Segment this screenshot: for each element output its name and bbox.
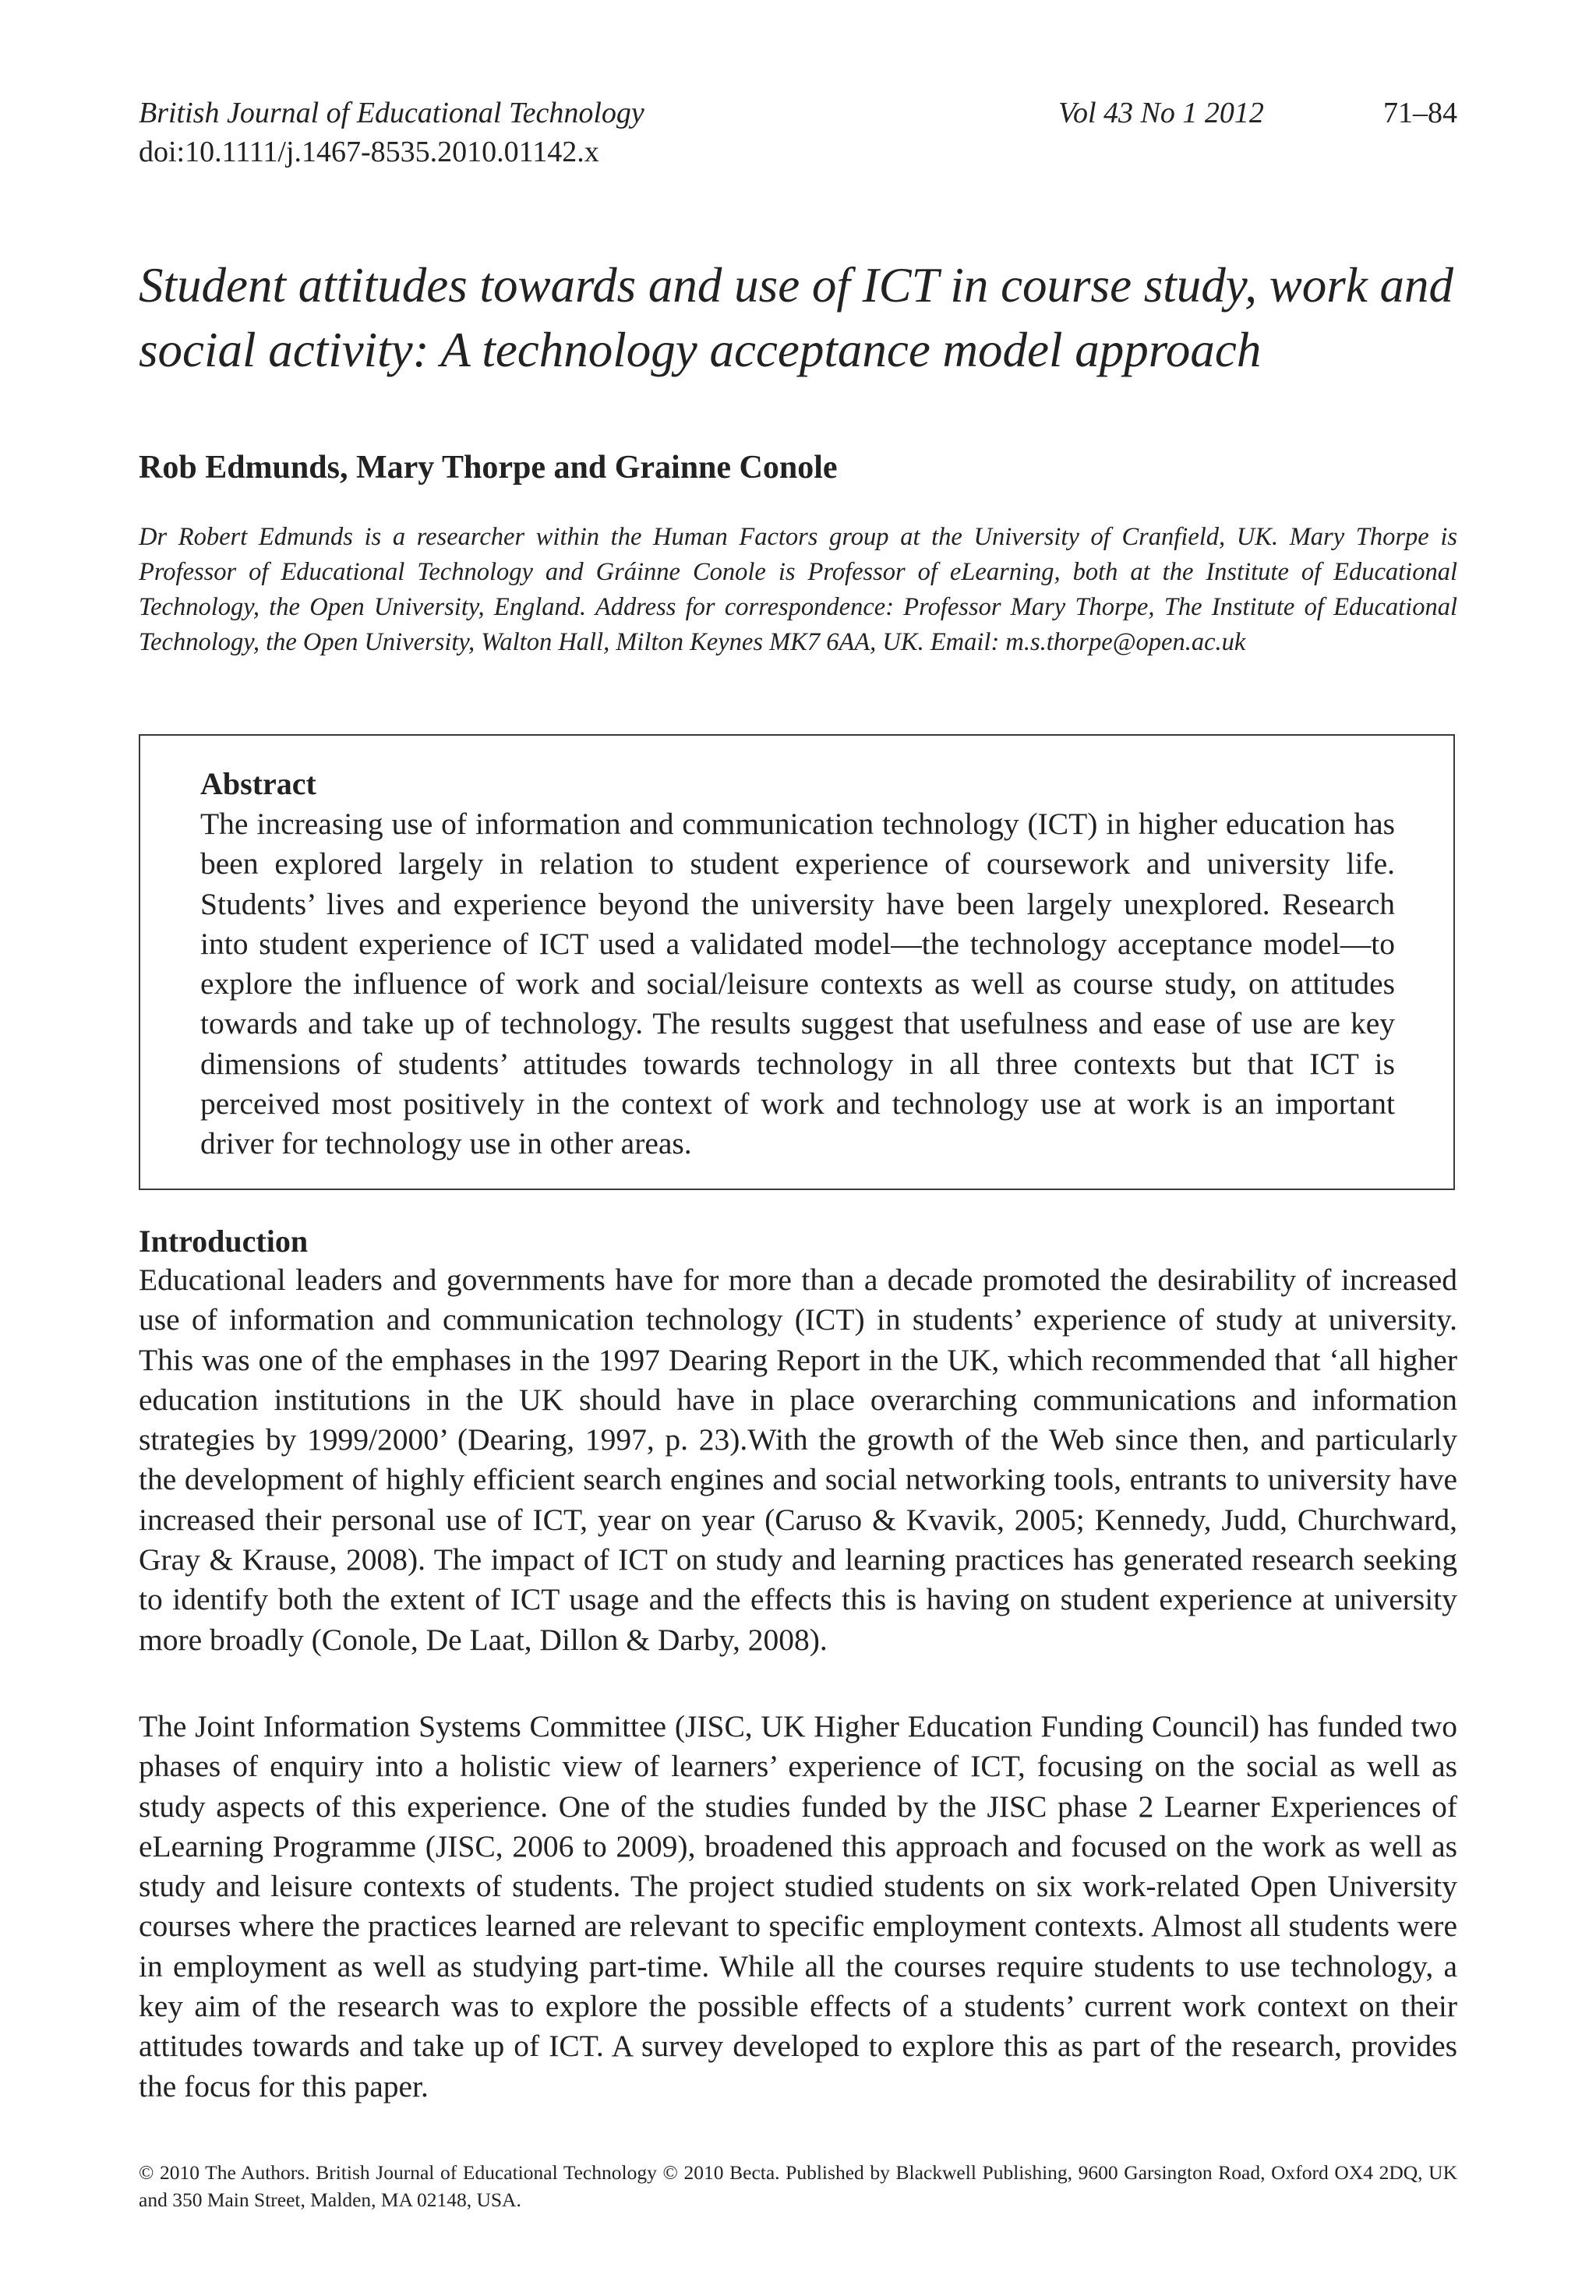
article-title: Student attitudes towards and use of ICT in course study, work and social activity: A technology acceptance model approach	[139, 258, 1454, 377]
author-list: Rob Edmunds, Mary Thorpe and Grainne Conole	[139, 450, 838, 486]
copyright-notice: © 2010 The Authors. British Journal of Educational Technology © 2010 Becta. Published by Blackwell Publishing, 9600 Garsington Road, Oxford OX4 2DQ, UK and 350 Main Street, Malden, MA 02148, USA.	[139, 2161, 1457, 2211]
volume-issue: Vol 43 No 1 2012	[1058, 97, 1264, 129]
introduction-paragraph: Educational leaders and governments have for more than a decade promoted the desirability of increased use of information and communication technology (ICT) in students’ experience of study at university. This was one of the emphases in the 1997 Dearing Report in the UK, which recommended that ‘all higher education institutions in the UK should have in place overarching communications and information strategies by 1999/2000’ (Dearing, 1997, p. 23).With the growth of the Web since then, and particularly the development of highly efficient search engines and social networking tools, entrants to university have increased their personal use of ICT, year on year (Caruso & Kvavik, 2005; Kennedy, Judd, Churchward, Gray & Krause, 2008). The impact of ICT on study and learning practices has generated research seeking to identify both the extent of ICT usage and the effects this is having on student experience at university more broadly (Conole, De Laat, Dillon & Darby, 2008).	[139, 1263, 1457, 1657]
page-range: 71–84	[1383, 97, 1457, 129]
abstract-heading: Abstract	[200, 766, 316, 801]
introduction-paragraph: The Joint Information Systems Committee (JISC, UK Higher Education Funding Council) has funded two phases of enquiry into a holistic view of learners’ experience of ICT, focusing on the social as well as study aspects of this experience. One of the studies funded by the JISC phase 2 Learner Experiences of eLearning Programme (JISC, 2006 to 2009), broadened this approach and focused on the work as well as study and leisure contexts of students. The project studied students on six work-related Open University courses where the practices learned are relevant to specific employment contexts. Almost all students were in employment as well as studying part-time. While all the courses require students to use technology, a key aim of the research was to explore the possible effects of a students’ current work context on their attitudes towards and take up of ICT. A survey developed to explore this as part of the research, provides the focus for this paper.	[139, 1709, 1457, 2103]
abstract-box	[139, 734, 1455, 1190]
running-header	[139, 94, 1457, 132]
journal-name: British Journal of Educational Technology	[139, 97, 644, 129]
journal-page	[139, 0, 1457, 2296]
author-affiliation: Dr Robert Edmunds is a researcher within the Human Factors group at the University of Cranfield, UK. Mary Thorpe is Professor of Educational Technology and Gráinne Conole is Professor of eLearning, both at the Institute of Educational Technology, the Open University, England. Address for correspondence: Professor Mary Thorpe, The Institute of Educational Technology, the Open University, Walton Hall, Milton Keynes MK7 6AA, UK. Email: m.s.thorpe@open.ac.uk	[139, 523, 1457, 656]
abstract-text: The increasing use of information and communication technology (ICT) in higher education has been explored largely in relation to student experience of coursework and university life. Students’ lives and experience beyond the university have been largely unexplored. Research into student experience of ICT used a validated model—the technology acceptance model—to explore the influence of work and social/leisure contexts as well as course study, on attitudes towards and take up of technology. The results suggest that usefulness and ease of use are key dimensions of students’ attitudes towards technology in all three contexts but that ICT is perceived most positively in the context of work and technology use at work is an important driver for technology use in other areas.	[200, 807, 1395, 1161]
doi: doi:10.1111/j.1467-8535.2010.01142.x	[139, 136, 599, 168]
introduction-heading: Introduction	[139, 1224, 309, 1259]
